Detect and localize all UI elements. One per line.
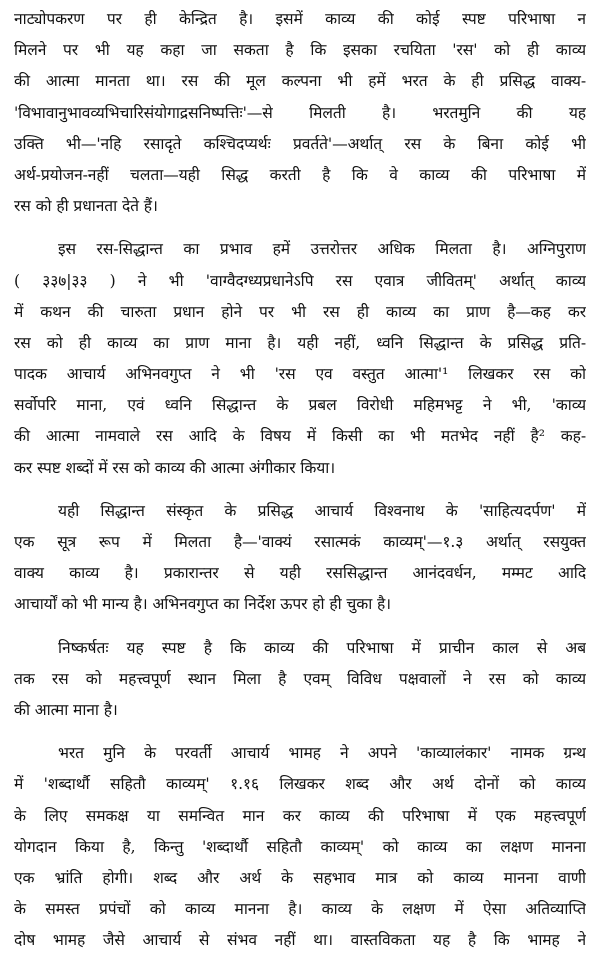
text-line: रस को ही प्रधानता देते हैं।	[14, 197, 158, 216]
text-line: एक भ्रांति होगी। शब्द और अर्थ के सहभाव मात्र को काव्य मानना वाणी	[14, 868, 586, 887]
paragraph-conclusion	[14, 633, 586, 727]
text-line: कर स्पष्ट शब्दों में रस को काव्य की आत्मा अंगीकार किया।	[14, 458, 336, 477]
text-line: में 'शब्दार्थौ सहितौ काव्यम्' १.१६ लिखकर शब्द और अर्थ दोनों को काव्य	[14, 775, 586, 794]
text-line: एक सूत्र रूप में मिलता है—'वाक्यं रसात्मकं काव्यम्'—१.३ अर्थात् रसयुक्त	[14, 533, 586, 551]
text-line: मिलने पर भी यह कहा जा सकता है कि इसका रचयिता 'रस' को ही काव्य	[14, 41, 586, 60]
text-line: उक्ति भी—'नहि रसादृते कश्चिदप्यर्थः प्रवर्तते'—अर्थात् रस के बिना कोई भी	[14, 134, 586, 153]
text-line: 'विभावानुभावव्यभिचारिसंयोगाद्रसनिष्पत्तिः'—से मिलती है। भरतमुनि की यह	[14, 103, 586, 122]
text-line: सर्वोपरि माना, एवं ध्वनि सिद्धान्त के प्रबल विरोधी महिमभट्ट ने भी, 'काव्य	[14, 396, 586, 415]
text-line: के लिए समकक्ष या समन्वित मान कर काव्य की परिभाषा में एक महत्त्वपूर्ण	[14, 806, 586, 825]
text-line: योगदान किया है, किन्तु 'शब्दार्थौ सहितौ काव्यम्' को काव्य का लक्षण मानना	[14, 837, 586, 856]
text-line: भरत मुनि के परवर्ती आचार्य भामह ने अपने 'काव्यालंकार' नामक ग्रन्थ	[58, 744, 586, 763]
text-line: इस रस-सिद्धान्त का प्रभाव हमें उत्तरोत्तर अधिक मिलता है। अग्निपुराण	[58, 240, 586, 259]
text-line: निष्कर्षतः यह स्पष्ट है कि काव्य की परिभाषा में प्राचीन काल से अब	[58, 638, 586, 657]
paragraph-rasa-siddhanta	[14, 234, 586, 484]
text-line: पादक आचार्य अभिनवगुप्त ने भी 'रस एव वस्तुत आत्मा'¹ लिखकर रस को	[14, 365, 586, 384]
text-line: नाट्योपकरण पर ही केन्द्रित है। इसमें काव्य की कोई स्पष्ट परिभाषा न	[14, 10, 586, 28]
text-line: ( ३३७|३३ ) ने भी 'वाग्वैदग्ध्यप्रधानेऽपि रस एवात्र जीवितम्' अर्थात् काव्य	[14, 271, 586, 290]
text-line: यही सिद्धान्त संस्कृत के प्रसिद्ध आचार्य विश्वनाथ के 'साहित्यदर्पण' में	[58, 501, 586, 520]
text-line: के समस्त प्रपंचों को काव्य मानना है। काव्य के लक्षण में ऐसा अतिव्याप्ति	[14, 900, 586, 919]
text-line: आचार्यों को भी मान्य है। अभिनवगुप्त का निर्देश ऊपर हो ही चुका है।	[14, 595, 391, 614]
text-line: रस को ही काव्य का प्राण माना है। यही नहीं, ध्वनि सिद्धान्त के प्रसिद्ध प्रति-	[14, 333, 586, 352]
text-line: की आत्मा मानता था। रस की मूल कल्पना भी हमें भरत के ही प्रसिद्ध वाक्य-	[14, 72, 586, 91]
text-line: अर्थ-प्रयोजन-नहीं चलता—यही सिद्ध करती है कि वे काव्य की परिभाषा में	[14, 165, 586, 184]
text-line: की आत्मा नामवाले रस आदि के विषय में किसी का भी मतभेद नहीं है² कह-	[14, 427, 586, 446]
paragraph-natya	[14, 4, 586, 222]
paragraph-bhamah	[14, 738, 586, 956]
paragraph-vishwanath	[14, 496, 586, 621]
text-line: वाक्य काव्य है। प्रकारान्तर से यही रससिद्धान्त आनंदवर्धन, मम्मट आदि	[14, 564, 586, 583]
text-line: में कथन की चारुता प्रधान होने पर भी रस ही काव्य का प्राण है—कह कर	[14, 302, 586, 321]
text-line: तक रस को महत्त्वपूर्ण स्थान मिला है एवम् विविध पक्षवालों ने रस को काव्य	[14, 669, 586, 688]
text-line: की आत्मा माना है।	[14, 700, 118, 719]
text-line: दोष भामह जैसे आचार्य से संभव नहीं था। वास्तविकता यह है कि भामह ने	[14, 931, 586, 950]
